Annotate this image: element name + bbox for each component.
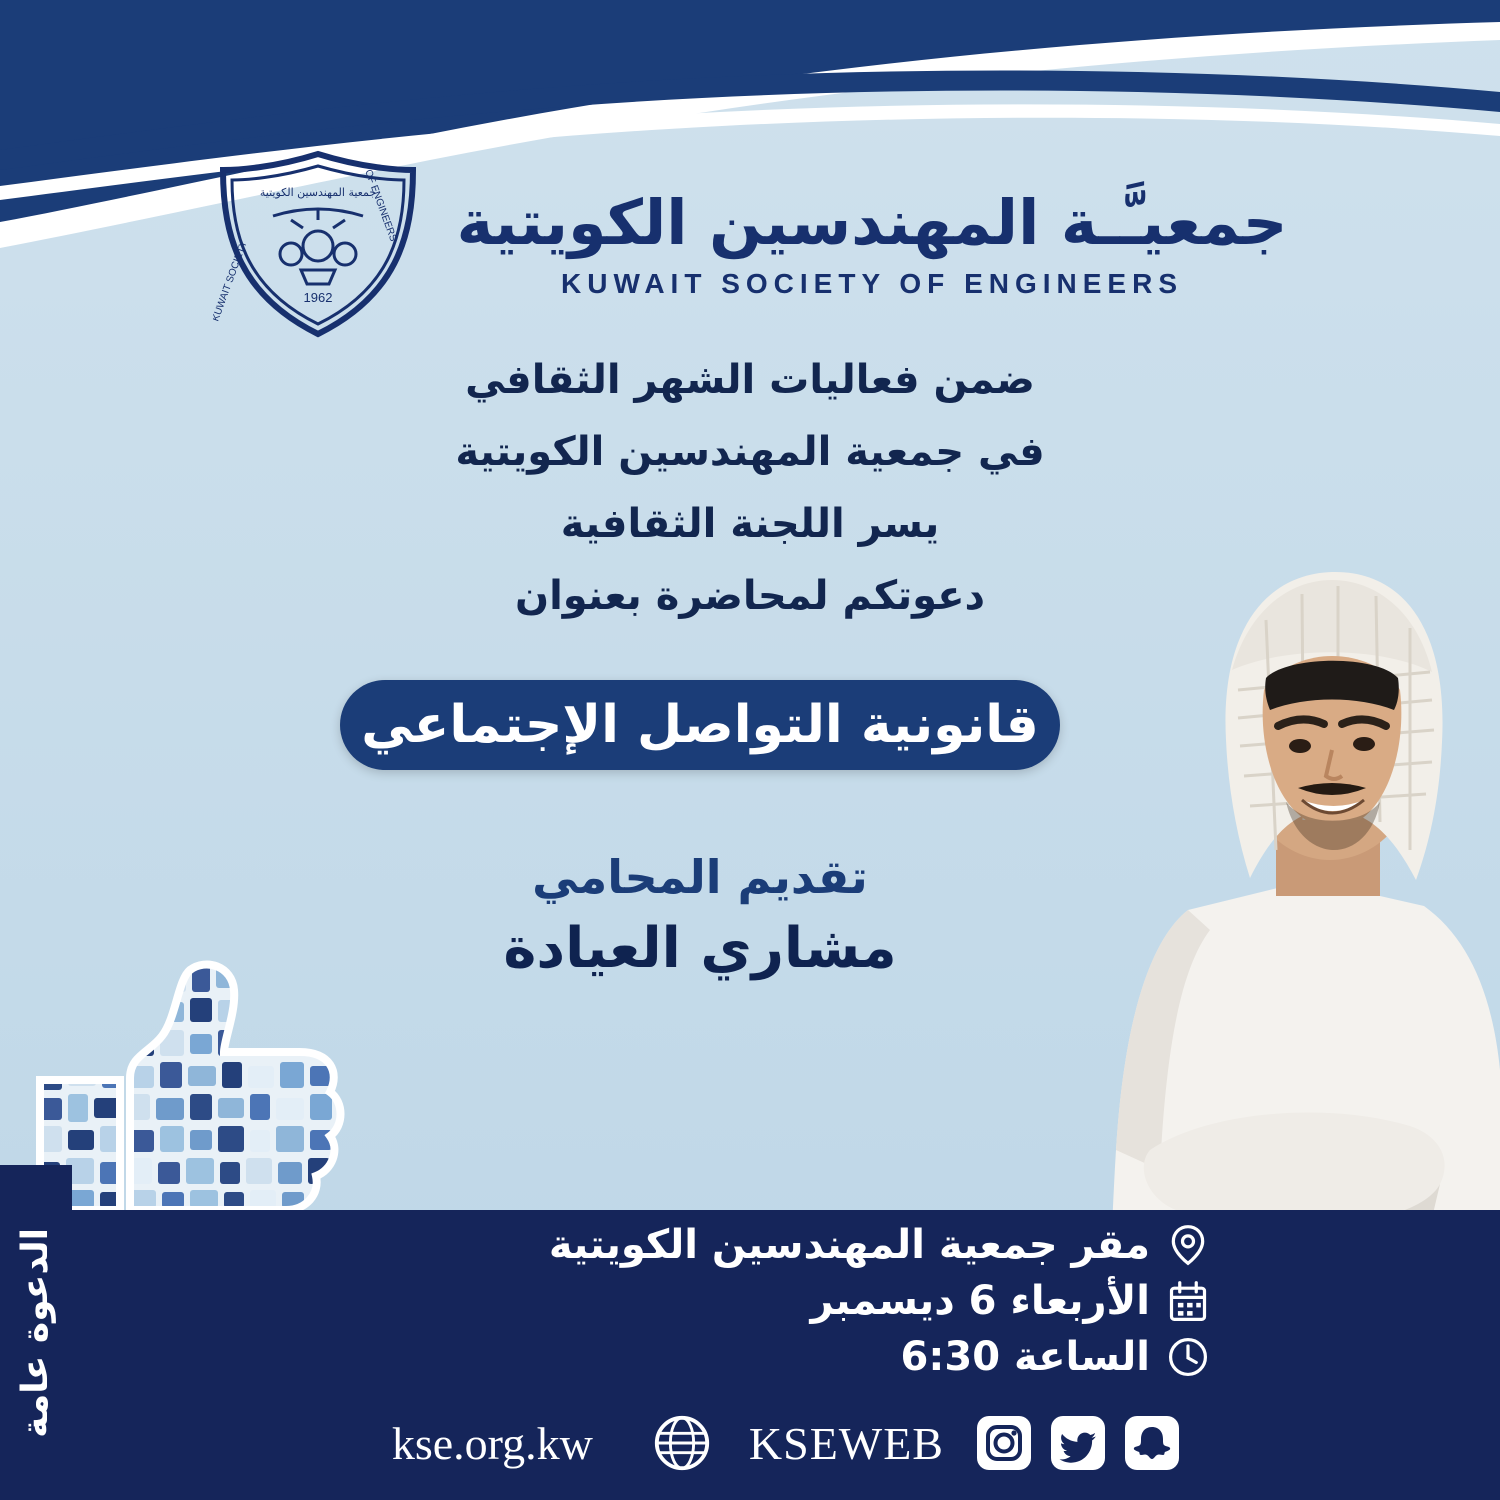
logo-year-text: 1962 [303,290,333,305]
footer-bar [0,1210,1500,1500]
organization-name-en: KUWAIT SOCIETY OF ENGINEERS [561,267,1183,299]
lecture-title: قانونية التواصل الإجتماعي [361,695,1039,755]
event-details [390,1220,1210,1388]
brand-text [456,186,1288,299]
svg-text:جمعية المهندسين الكويتية: جمعية المهندسين الكويتية [259,186,376,199]
event-time-text: الساعة 6:30 [900,1334,1150,1380]
invitation-ribbon [0,1165,72,1500]
event-time-row [390,1332,1210,1382]
instagram-icon[interactable] [976,1415,1032,1471]
social-links-bar [0,1398,1180,1488]
globe-icon[interactable] [651,1412,713,1474]
kse-shield-logo [213,150,423,340]
intro-line-4: دعوتكم لمحاضرة بعنوان [514,573,986,619]
organization-name-ar: جمعيـَّـة المهندسين الكويتية [456,186,1288,260]
event-date-row [390,1276,1210,1326]
event-date-text: الأربعاء 6 ديسمبر [810,1278,1150,1324]
intro-line-2: في جمعية المهندسين الكويتية [455,429,1045,475]
invitation-ribbon-text: الدعوة عامة [15,1227,56,1438]
lecture-title-pill [340,680,1060,770]
speaker-role: تقديم المحامي [532,850,868,904]
snapchat-icon[interactable] [1124,1415,1180,1471]
event-location-text: مقر جمعية المهندسين الكويتية [548,1222,1150,1268]
svg-text:KUWAIT SOCIETY: KUWAIT SOCIETY [212,239,250,323]
intro-line-1: ضمن فعاليات الشهر الثقافي [465,357,1035,403]
speaker-name: مشاري العيادة [503,916,897,982]
calendar-icon [1166,1279,1210,1323]
social-handle: KSEWEB [748,1417,944,1469]
twitter-icon[interactable] [1050,1415,1106,1471]
brand-header [0,150,1500,340]
event-location-row [390,1220,1210,1270]
intro-line-3: يسر اللجنة الثقافية [560,501,940,547]
map-pin-icon [1166,1223,1210,1267]
website-url[interactable]: kse.org.kw [391,1417,593,1469]
svg-text:OF ENGINEERS: OF ENGINEERS [361,168,399,244]
clock-icon [1166,1335,1210,1379]
